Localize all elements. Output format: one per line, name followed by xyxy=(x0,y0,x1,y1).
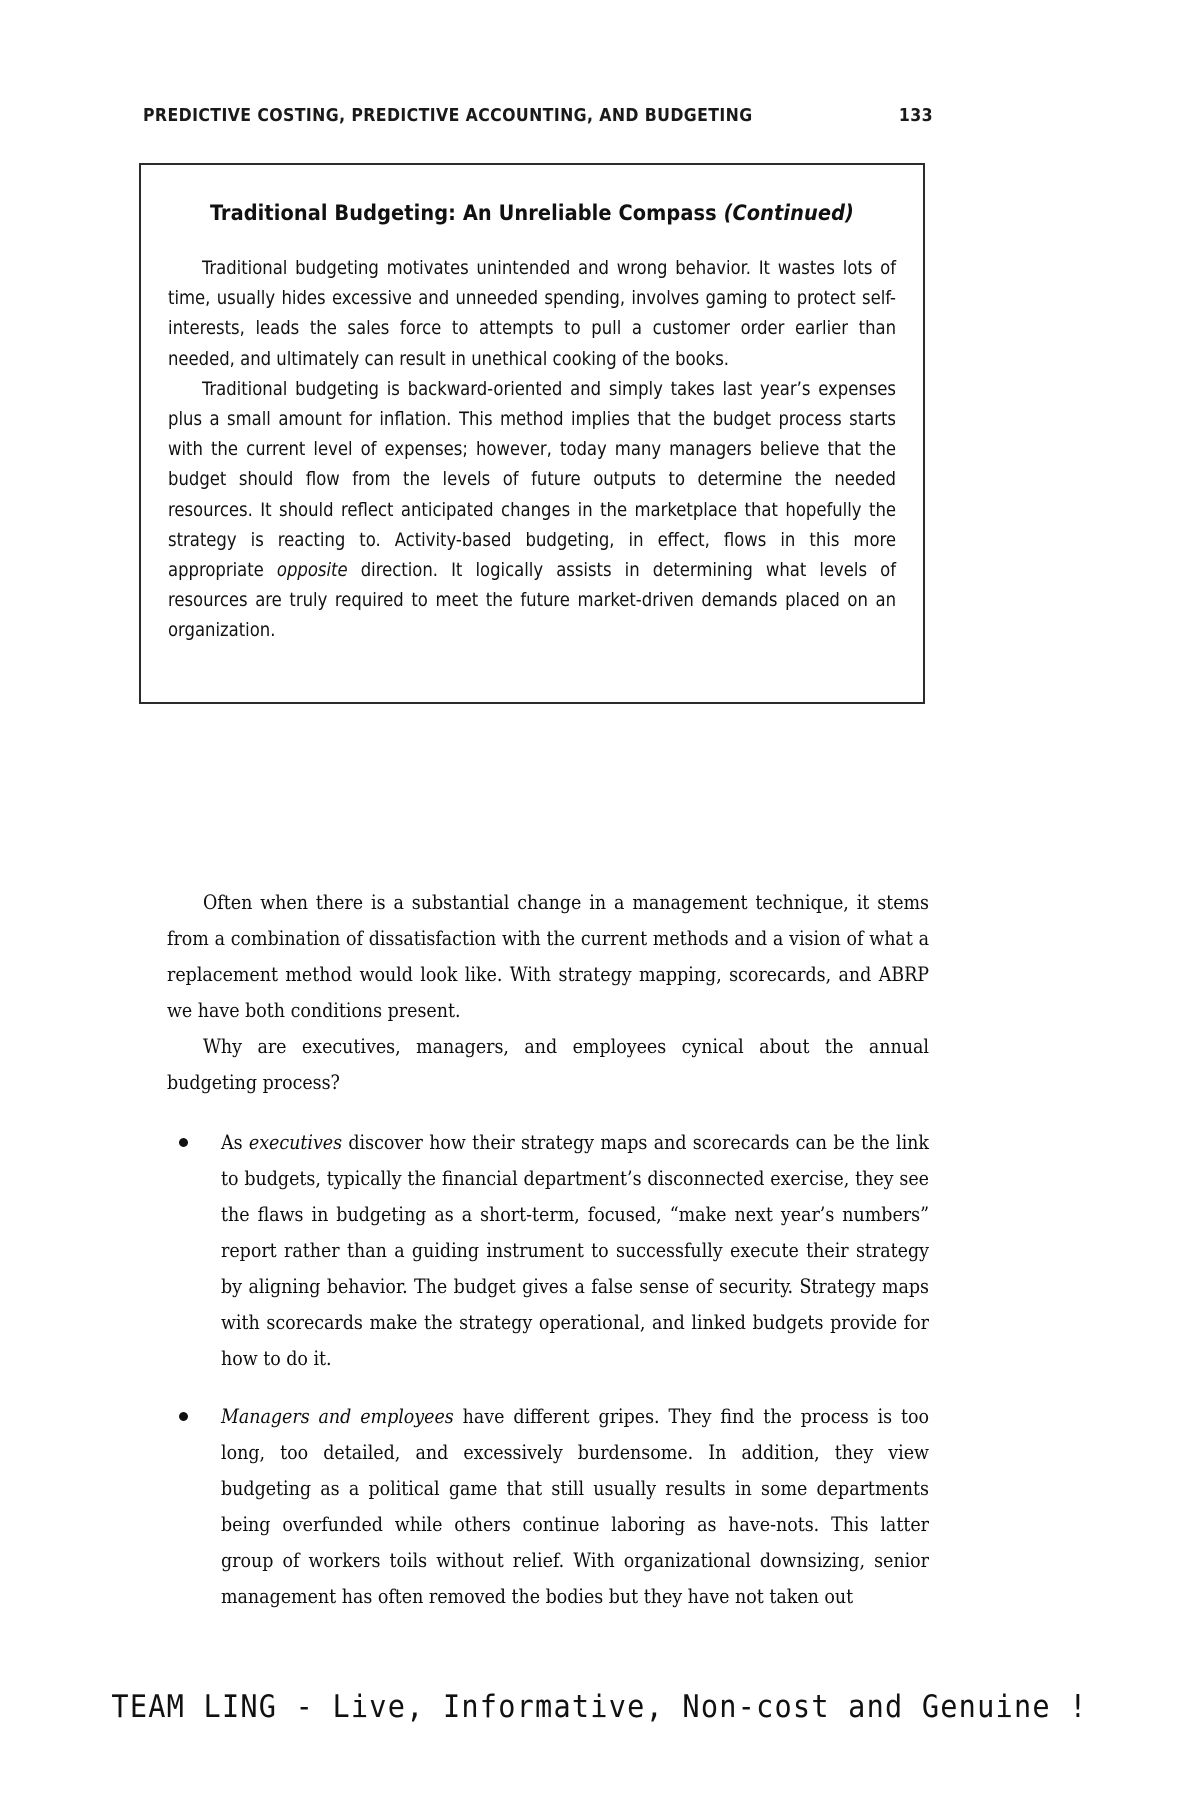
sidebar-callout-box xyxy=(139,163,925,704)
body-paragraph-1: Often when there is a substantial change in a management technique, it stems from a combination of dissatisfaction with the current methods and a vision of what a replacement method would look like. With strategy mapping, scorecards, and ABRP we have both conditions present. xyxy=(167,891,929,1022)
bullet-list xyxy=(167,1125,929,1615)
sidebar-inner xyxy=(141,165,923,647)
sidebar-title xyxy=(168,201,896,226)
list-item-emphasis: Managers and employees xyxy=(221,1405,454,1428)
body-paragraph-2: Why are executives, managers, and employees cynical about the annual budgeting process? xyxy=(167,1035,929,1094)
running-head xyxy=(143,106,933,126)
list-item-rest: have different gripes. They find the process is too long, too detailed, and excessively burdensome. In addition, they view budgeting as a political game that still usually results in some departments being overfunded while others continue laboring as have-nots. This latter group of workers toils without relief. With organizational downsizing, senior management has often removed the bodies but they have not taken out xyxy=(221,1405,930,1608)
list-item-text xyxy=(221,1399,929,1615)
running-head-title: PREDICTIVE COSTING, PREDICTIVE ACCOUNTING, AND BUDGETING xyxy=(143,106,753,126)
sidebar-emphasis-opposite: opposite xyxy=(276,560,348,582)
sidebar-title-main: Traditional Budgeting: An Unreliable Compass xyxy=(210,201,724,226)
page-number: 133 xyxy=(898,106,933,126)
sidebar-title-continued: (Continued) xyxy=(723,201,854,226)
list-item-lead: As xyxy=(221,1131,249,1154)
footer xyxy=(0,1690,1200,1723)
list-item-rest: discover how their strategy maps and scorecards can be the link to budgets, typically the financial department’s disconnected exercise, they see the flaws in budgeting as a short-term, focused, “make next year’s numbers” report rather than a guiding instrument to successfully execute their strategy by aligning behavior. The budget gives a false sense of security. Strategy maps with scorecards make the strategy operational, and linked budgets provide for how to do it. xyxy=(221,1131,929,1370)
list-item-text xyxy=(221,1125,929,1377)
list-item-emphasis: executives xyxy=(248,1131,343,1154)
sidebar-paragraph-2-head: Traditional budgeting is backward-oriented and simply takes last year’s expenses plus a small amount for inflation. This method implies that the budget process starts with the current level of expenses; however, today many managers believe that the budget should flow from the levels of future outputs to determine the needed resources. It should reflect anticipated changes in the marketplace that hopefully the strategy is reacting to. Activity-based budgeting, in effect, flows in this more appropriate xyxy=(168,378,896,582)
sidebar-paragraph-2 xyxy=(168,375,896,647)
sidebar-body xyxy=(168,254,896,647)
footer-watermark: TEAM LING - Live, Informative, Non-cost and Genuine ! xyxy=(111,1688,1089,1725)
list-item xyxy=(167,1399,929,1615)
bullet-dot-icon xyxy=(179,1138,188,1147)
bullet-dot-icon xyxy=(179,1412,188,1421)
sidebar-paragraph-1: Traditional budgeting motivates unintended and wrong behavior. It wastes lots of time, usually hides excessive and unneeded spending, involves gaming to protect self-interests, leads the sales force to attempts to pull a customer order earlier than needed, and ultimately can result in unethical cooking of the books. xyxy=(168,258,896,370)
sidebar-paragraph-2-tail: direction. It logically assists in determining what levels of resources are truly required to meet the future market-driven demands placed on an organization. xyxy=(168,560,896,642)
main-body-column xyxy=(167,885,929,1637)
list-item xyxy=(167,1125,929,1377)
